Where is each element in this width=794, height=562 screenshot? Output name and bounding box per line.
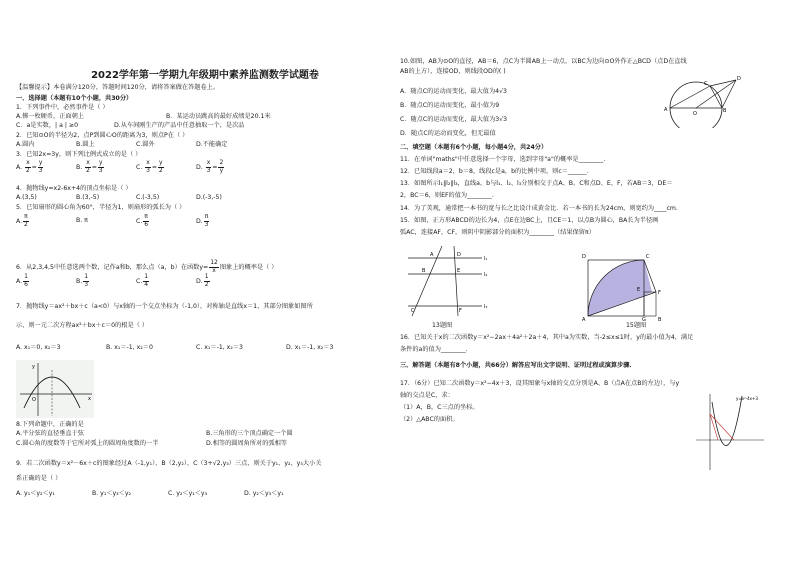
q15-label-a: A <box>582 317 586 322</box>
q10-segment-od <box>696 80 736 108</box>
q3-option-b: B. $\frac{x}{2}$ = $\frac{y}{3}$ <box>76 159 103 174</box>
q8-option-c: C.圆心角的度数等于它所对弧上的圆周角度数的一半 <box>16 440 159 447</box>
q2-option-b: B.圆上 <box>76 141 95 148</box>
q6-option-b: B. $\frac{1}{3}$ <box>76 273 89 288</box>
q7-option-c: C. x₁＝-1, x₂＝3 <box>196 344 243 351</box>
q6-option-a: A. $\frac{1}{6}$ <box>16 273 28 288</box>
q4-option-a: A.(3,5) <box>16 194 37 201</box>
q9-stem-line1: 9．若二次函数y＝x²－6x＋c的图象经过A（-1,y₁）、B（2,y₂）、C（3+√2,y₃）三点，则关于y₁、y₂、y₃大小关 <box>16 460 322 467</box>
q13-label-a: A <box>430 252 434 258</box>
q10-option-d: D．随点C的运动而变化，但无最值 <box>400 130 496 137</box>
q10-stem-line1: 10.如图，AB为⊙O的直径，AB＝6，点C为半圆AB上一动点，以BC为边向⊙O外作正△BCD（点D在直线 <box>400 58 687 65</box>
q10-option-c: C．随点C的运动而变化，最大值为3√3 <box>400 116 508 123</box>
q6-option-d: D. $\frac{1}{2}$ <box>196 273 209 288</box>
q4-option-b: B.(3,-5) <box>76 194 100 201</box>
q17-stem-line2: 轴的交点是C，求： <box>400 392 454 399</box>
q16-stem-line1: 16．已知关于x的二次函数y＝x²−2ax＋4a²＋2a＋4，其中a为实数，当-2≤x≤1时，y的最小值为4，满足 <box>400 334 694 341</box>
q8-option-b: B.三角形的三个顶点确定一个圆 <box>206 430 293 437</box>
q9-stem-line2: 系正确的是（ ） <box>16 475 62 482</box>
q5-option-b: B. π <box>76 217 88 224</box>
q7-option-d: D. x₁＝-1, x₂＝3 <box>286 344 334 351</box>
q13-label-c: C <box>411 308 415 314</box>
q5-option-d: D. $\frac{\pi}{3}$ <box>196 213 209 228</box>
q10-label-a: A <box>664 107 668 113</box>
q7-figure-background <box>16 360 94 418</box>
q17-stem-line1: 17．（6分）已知二次函数y＝x²−4x＋3，设其图象与x轴的交点分别是A、B（点A在点B的左边），与y <box>400 380 680 387</box>
q15-label-g: G <box>642 317 646 322</box>
q10-circle-figure <box>664 72 750 128</box>
q13-label-b: B <box>422 268 426 274</box>
q8-stem: 8.下列命题中，正确的是 <box>16 421 84 428</box>
q7-option-b: B. x₁＝-1, x₂＝0 <box>106 344 153 351</box>
q15-figure-caption: 15题图 <box>626 322 647 329</box>
q17-part-2: （2）△ABC的面积。 <box>400 416 459 423</box>
q10-option-a: A．随点C的运动而变化，最大值为4√3 <box>400 88 507 95</box>
section-1-heading: 一、选择题（本题有10个小题，共30分） <box>16 95 133 102</box>
q13-label-e: E <box>457 268 461 274</box>
q10-label-c: C <box>704 81 708 87</box>
q10-circle <box>670 82 722 128</box>
q15-square-figure <box>580 246 680 322</box>
q15-label-c: C <box>646 254 650 260</box>
q10-option-b: B．随点C的运动而变化，最小值为9 <box>400 102 500 109</box>
q7-label-y: y <box>32 364 35 370</box>
q7-stem-line2: 示，则一元二次方程ax²＋bx＋c＝0的根是（ ） <box>16 322 149 329</box>
q8-option-d: D.相等的圆周角所对的弧相等 <box>206 440 287 447</box>
q7-label-x: x <box>88 396 91 402</box>
q1-option-d: D.从车间刚生产的产品中任意抽取一个，是次品 <box>114 122 245 129</box>
q15-label-f: F <box>658 290 661 296</box>
q12-stem: 12．已知线段a＝2，b＝8，线段c是a，b的比例中项，则c＝______． <box>400 168 593 175</box>
q7-parabola-figure <box>16 360 94 418</box>
q3-option-d: D. $\frac{x}{3}$ = $\frac{2}{y}$ <box>196 159 224 174</box>
q7-stem-line1: 7．抛物线y＝ax²＋bx＋c（a<0）与x轴的一个交点坐标为（-1,0），对称轴是直线x＝1，其部分图象如图所 <box>16 303 313 310</box>
q7-label-o: O <box>32 397 36 403</box>
q13-label-l3: l₃ <box>484 304 488 310</box>
q15-label-e: E <box>637 287 641 293</box>
q3-option-a: A. $\frac{x}{2}$ = $\frac{y}{3}$ <box>16 159 43 174</box>
q2-option-a: A.圆内 <box>16 141 35 148</box>
page-title: 2022学年第一学期九年级期中素养监测数学试题卷 <box>91 70 319 81</box>
q16-stem-line2: 条件的a的值为________． <box>400 346 472 353</box>
q10-segment-db <box>722 80 736 108</box>
q13-label-d: D <box>457 252 461 258</box>
q2-stem: 2．已知⊙O的半径为2，点P到圆心O的距离为3，则点P在（ ） <box>16 132 189 139</box>
section-2-heading: 二、填空题（本题有6个小题，每小题4分，共24分） <box>400 144 548 151</box>
q13-label-l2: l₂ <box>484 272 488 278</box>
q17-parabola-figure <box>696 392 768 472</box>
q13-label-f: F <box>459 308 462 314</box>
q9-option-b: B. y₁＜y₃＜y₂ <box>92 490 131 497</box>
q1-option-c: C．a是实数，| a | ≥0 <box>16 122 79 129</box>
tip-text: 【温馨提示】本卷满分120分，答题时间120分，请将答案做在答题卷上。 <box>16 84 220 91</box>
q9-option-a: A. y₁＜y₂＜y₁ <box>16 490 55 497</box>
q13-line-a <box>412 246 442 316</box>
q9-option-c: C. y₂＜y₁＜y₃ <box>168 490 208 497</box>
q1-option-b: B．某运动员跳高的最好成绩是20.1米 <box>166 113 271 120</box>
q13-stem-line1: 13．如图所示l₁∥l₂∥l₃，直线a，b与l₁、l₂、l₃分别相交于点A、B、C和点D、E、F，若AB＝3，DE＝ <box>400 180 673 187</box>
q17-segment-cb <box>710 414 734 440</box>
q10-label-o: O <box>693 111 697 117</box>
q1-option-a: A.掷一枚硬币，正面朝上 <box>16 113 84 120</box>
q17-curve-label: y=x²-4x+3 <box>736 396 758 401</box>
q13-label-l1: l₁ <box>484 256 488 262</box>
q5-stem: 5．已知扇形的圆心角为60°，半径为1，则扇形的弧长为（ ） <box>16 204 186 211</box>
q6-stem: 6．从2,3,4,5中任意选两个数，记作a和b，那么点（a，b）在函数y= $\frac{12}{x}$ 图象上的概率是（ ） <box>16 259 278 274</box>
q9-option-d: D. y₂＜y₃＜y₁ <box>244 490 284 497</box>
q11-stem: 11．在单词"maths"中任意选择一个字母，选到字母"a"的概率是________． <box>400 156 610 163</box>
q5-option-a: A. $\frac{\pi}{2}$ <box>16 213 28 228</box>
q3-stem: 3．已知2x=3y，则下列比例式成立的是（ ） <box>16 151 142 158</box>
q4-option-c: C.(-3,5) <box>136 194 160 201</box>
q15-label-d: D <box>582 254 586 260</box>
q17-part-1: （1）A，B，C三点的坐标。 <box>400 404 479 411</box>
q2-option-d: D.不能确定 <box>196 141 228 148</box>
q1-stem: 1．下列事件中，必然事件是（ ） <box>16 104 109 111</box>
q7-option-a: A. x₁＝0, x₂＝3 <box>16 344 61 351</box>
q4-stem: 4．抛物线y=x2-6x+4的顶点坐标是（ ） <box>16 185 132 192</box>
q4-option-d: D.(-3,-5) <box>196 194 222 201</box>
q15-shaded-region <box>588 260 652 316</box>
q15-stem-line1: 15．如图，正方形ABCD的边长为4，点E在边BC上，且CE＝1，以点B为圆心，BA长为半径画 <box>400 217 659 224</box>
q14-stem: 14．为了美观，通常把一本书的宽与长之比设计成黄金比．若一本书的长为24cm，则宽约为____cm． <box>400 205 683 212</box>
q5-option-c: C. $\frac{\pi}{6}$ <box>136 213 149 228</box>
q15-label-b: B <box>658 317 662 322</box>
q10-stem-line2: AB的上方），连接OD，则线段OD的( ) <box>400 68 506 75</box>
q6-option-c: C. $\frac{1}{4}$ <box>136 273 149 288</box>
q10-label-b: B <box>723 108 727 114</box>
q2-option-c: C.圆外 <box>136 141 155 148</box>
section-3-heading: 三、解答题（本题有8个小题，共66分）解答应写出文字说明、证明过程或演算步骤． <box>400 362 636 369</box>
q10-label-d: D <box>737 76 741 82</box>
q8-option-a: A.平分弦的直径垂直于弦 <box>16 430 84 437</box>
q13-parallel-lines-figure <box>408 244 494 320</box>
q13-figure-caption: 13题图 <box>432 322 453 329</box>
q15-stem-line2: 弧AC，连接AF，CF，则阴中阴影部分的面积为________（结果保留π） <box>400 229 595 236</box>
q13-stem-line2: 2，BC＝6，则EF的值为________． <box>400 192 499 199</box>
q10-segment-ac <box>670 86 710 108</box>
q3-option-c: C. $\frac{x}{3}$ = $\frac{y}{2}$ <box>136 159 163 174</box>
